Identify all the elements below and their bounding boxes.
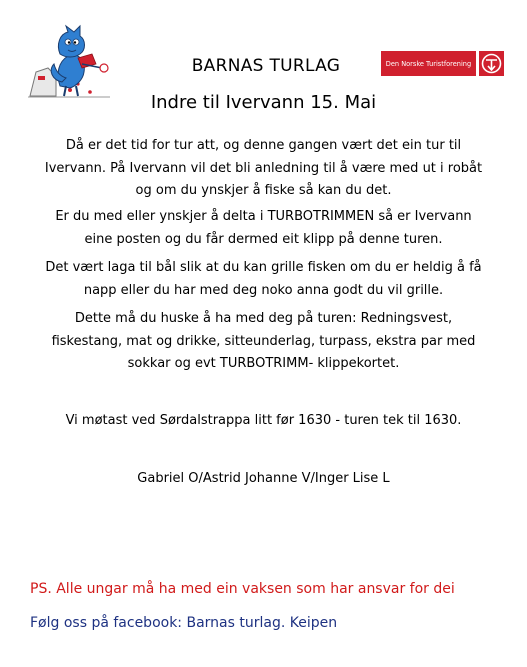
packing-list-paragraph: Dette må du huske å ha med deg på turen: Redningsvest, fiskestang, mat og drikke, sitteunderlag, turpass, ekstra par med sokkar og evt TURBOTRIMM- klippekortet.	[51, 311, 476, 371]
page-title: BARNAS TURLAG	[191, 56, 341, 76]
meeting-info: Vi møtast ved Sørdalstrappa litt før 1630 - turen tek til 1630.	[65, 413, 462, 428]
intro-paragraph: Då er det tid for tur att, og denne gangen vært det ein tur til Ivervann. På Ivervann vil det bli anledning til å være med ut i robåt og om du ynskjer å fiske så kan du det.	[44, 138, 483, 198]
ps-note: PS. Alle ungar må ha med ein vaksen som har ansvar for dei	[30, 581, 455, 597]
facebook-follow: Følg oss på facebook: Barnas turlag. Keipen	[30, 615, 338, 631]
event-title: Indre til Ivervann 15. Mai	[150, 92, 377, 113]
turbotrimmen-paragraph: Er du med eller ynskjer å delta i TURBOTRIMMEN så er Ivervann eine posten og du får dermed eit klipp på denne turen.	[55, 209, 472, 247]
bonfire-paragraph: Det vært laga til bål slik at du kan grille fisken om du er heldig å få napp eller du har med deg noko anna godt du vil grille.	[45, 260, 482, 298]
dnt-emblem-icon	[479, 51, 504, 76]
dnt-logo	[381, 51, 504, 76]
dnt-logo-text: Den Norske Turistforening	[381, 51, 476, 76]
organisers: Gabriel O/Astrid Johanne V/Inger Lise L	[137, 471, 390, 486]
blue-fox-mascot-icon	[26, 24, 112, 100]
